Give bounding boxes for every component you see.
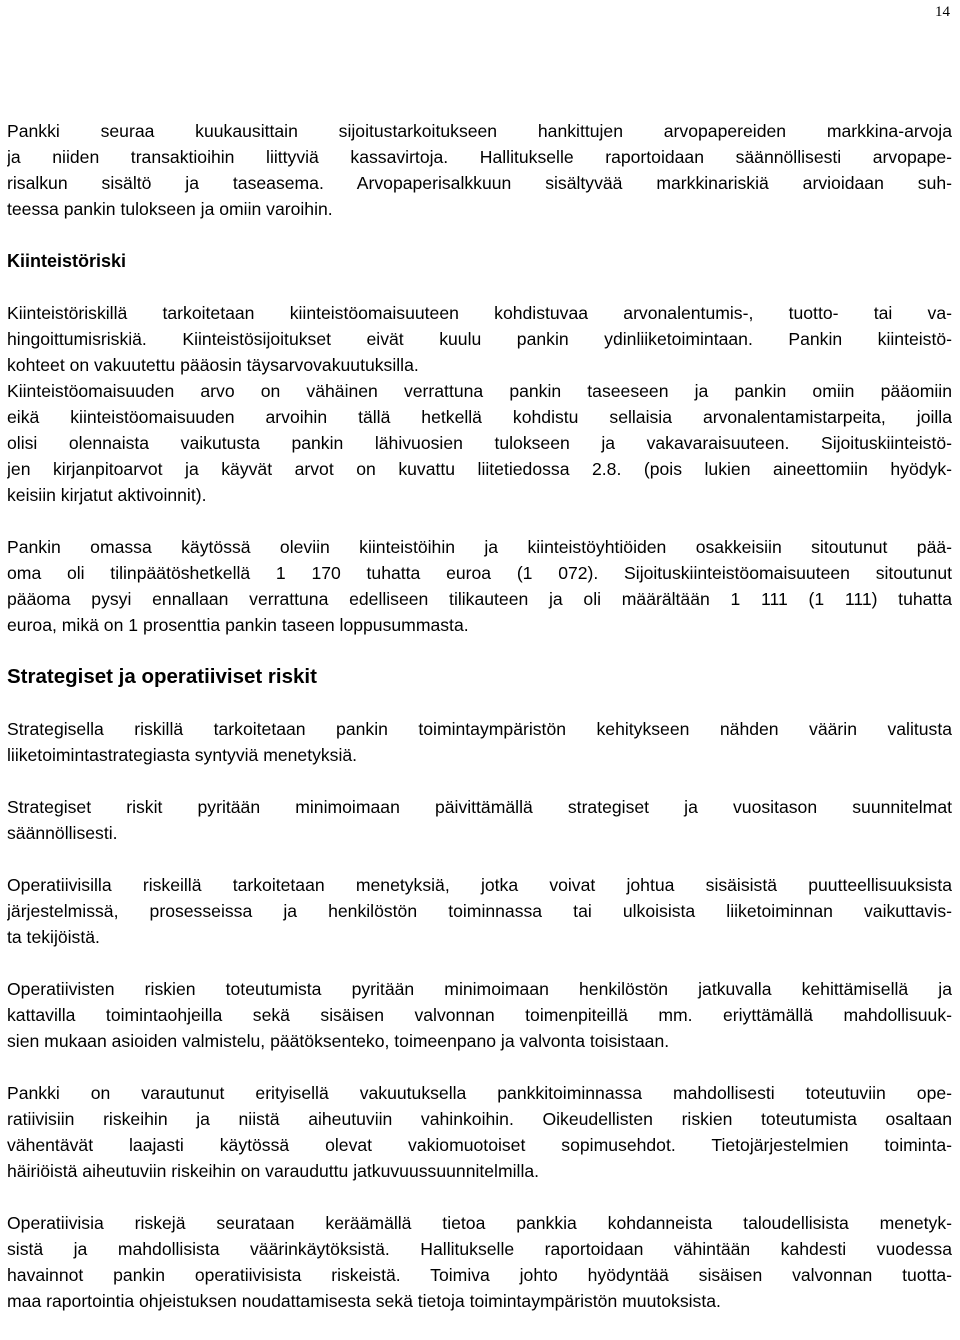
paragraph-line: sien mukaan asioiden valmistelu, päätöksenteko, toimeenpano ja valvonta toisistaan. — [7, 1031, 670, 1051]
paragraph-line: kattavilla toimintaohjeilla sekä sisäisen valvonnan toimenpiteillä mm. eriyttämällä mahdollisuuk- — [7, 1005, 952, 1025]
paragraph — [7, 534, 952, 638]
paragraph-line: järjestelmissä, prosesseissa ja henkilöstön toiminnassa tai ulkoisista liiketoiminnan vaikuttavis- — [7, 901, 952, 921]
paragraph — [7, 976, 952, 1054]
section-heading: Kiinteistöriski — [7, 251, 127, 271]
paragraph-line: Kiinteistöomaisuuden arvo on vähäinen verrattuna pankin taseeseen ja pankin omiin pääomiin — [7, 381, 952, 401]
paragraph — [7, 794, 952, 846]
paragraph-line: Operatiivisten riskien toteutumista pyritään minimoimaan henkilöstön jatkuvalla kehittämisellä ja — [7, 979, 952, 999]
paragraph-line: häiriöistä aiheutuviin riskeihin on varauduttu jatkuvuussuunnitelmilla. — [7, 1161, 540, 1181]
paragraph-line: maa raportointia ohjeistuksen noudattamisesta sekä tietoja toimintaympäristön muutoksista. — [7, 1291, 721, 1311]
paragraph — [7, 300, 952, 378]
paragraph-line: keisiin kirjatut aktivoinnit). — [7, 485, 207, 505]
paragraph-line: sistä ja mahdollisista väärinkäytöksistä. Hallitukselle raportoidaan vähintään kahdesti vuodessa — [7, 1239, 952, 1259]
paragraph-line: säännöllisesti. — [7, 823, 118, 843]
paragraph-line: liiketoimintastrategiasta syntyviä menetyksiä. — [7, 745, 358, 765]
paragraph-line: teessa pankin tulokseen ja omiin varoihin. — [7, 199, 333, 219]
paragraph-line: pääoma pysyi ennallaan verrattuna edelliseen tilikauteen ja oli määrältään 1 111 (1 111) tuhatta — [7, 589, 952, 609]
paragraph-line: eikä kiinteistöomaisuuden arvoihin tällä hetkellä kohdistu sellaisia arvonalentamistarpeita, joilla — [7, 407, 952, 427]
paragraph-line: ja niiden transaktioihin liittyviä kassavirtoja. Hallitukselle raportoidaan säännöllisesti arvopape- — [7, 147, 952, 167]
paragraph-line: risalkun sisältö ja taseasema. Arvopaperisalkkuun sisältyvää markkinariskiä arvioidaan suh- — [7, 173, 952, 193]
paragraph-line: Strategiset riskit pyritään minimoimaan päivittämällä strategiset ja vuositason suunnitelmat — [7, 797, 952, 817]
paragraph-line: Operatiivisilla riskeillä tarkoitetaan menetyksiä, jotka voivat johtua sisäisistä puutteellisuuksista — [7, 875, 952, 895]
paragraph-line: havainnot pankin operatiivisista riskeistä. Toimiva johto hyödyntää sisäisen valvonnan tuotta- — [7, 1265, 952, 1285]
paragraph-line: Pankki on varautunut erityisellä vakuutuksella pankkitoiminnassa mahdollisesti toteutuviin ope- — [7, 1083, 952, 1103]
paragraph-line: ta tekijöistä. — [7, 927, 100, 947]
paragraph-line: jen kirjanpitoarvot ja käyvät arvot on kuvattu liitetiedossa 2.8. (pois lukien aineettomiin hyödyk- — [7, 459, 952, 479]
paragraph-line: hingoittumisriskiä. Kiinteistösijoitukset eivät kuulu pankin ydinliiketoimintaan. Pankin kiinteistö- — [7, 329, 952, 349]
paragraph-line: euroa, mikä on 1 prosenttia pankin taseen loppusummasta. — [7, 615, 469, 635]
paragraph — [7, 118, 952, 222]
paragraph — [7, 1080, 952, 1184]
paragraph-line: Kiinteistöriskillä tarkoitetaan kiinteistöomaisuuteen kohdistuvaa arvonalentumis-, tuotto- tai va- — [7, 303, 952, 323]
paragraph-line: Strategisella riskillä tarkoitetaan pankin toimintaympäristön kehitykseen nähden väärin valitusta — [7, 719, 952, 739]
document-body — [7, 118, 952, 1340]
paragraph — [7, 378, 952, 508]
paragraph-line: olisi olennaista vaikutusta pankin lähivuosien tulokseen ja vakavaraisuuteen. Sijoituskiinteistö- — [7, 433, 952, 453]
paragraph — [7, 872, 952, 950]
page-number: 14 — [935, 4, 950, 20]
paragraph-line: ratiivisiin riskeihin ja niistä aiheutuviin vahinkoihin. Oikeudellisten riskien toteutumista osaltaan — [7, 1109, 952, 1129]
paragraph-line: vähentävät laajasti käytössä olevat vakiomuotoiset sopimusehdot. Tietojärjestelmien toiminta- — [7, 1135, 952, 1155]
paragraph-line: Operatiivisia riskejä seurataan keräämällä tietoa pankkia kohdanneista taloudellisista menetyk- — [7, 1213, 952, 1233]
paragraph-line: kohteet on vakuutettu pääosin täysarvovakuutuksilla. — [7, 355, 419, 375]
paragraph-line: oma oli tilinpäätöshetkellä 1 170 tuhatta euroa (1 072). Sijoituskiinteistöomaisuuteen sitoutunut — [7, 563, 952, 583]
paragraph-line: Pankin omassa käytössä oleviin kiinteistöihin ja kiinteistöyhtiöiden osakkeisiin sitoutunut pää- — [7, 537, 952, 557]
paragraph — [7, 716, 952, 768]
paragraph — [7, 1210, 952, 1314]
paragraph-line: Pankki seuraa kuukausittain sijoitustarkoitukseen hankittujen arvopapereiden markkina-arvoja — [7, 121, 952, 141]
section-heading: Strategiset ja operatiiviset riskit — [7, 665, 317, 688]
